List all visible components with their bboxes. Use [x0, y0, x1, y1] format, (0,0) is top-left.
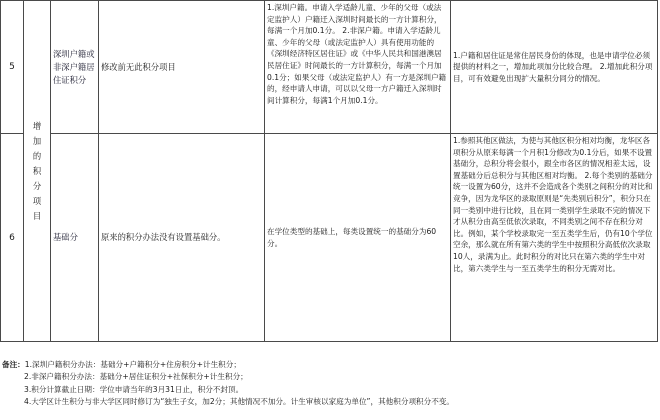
new-rule: 在学位类型的基础上，每类设置统一的基础分为60分。 — [265, 134, 451, 342]
note-line — [2, 396, 657, 408]
new-rule: 1.深圳户籍。申请入学适龄儿童、少年的父母（或法定监护人）户籍迁入深圳时间最长的一方计算积分，每满一个月加0.1分。 2.非深户籍。申请入学适龄儿童、少年的父母（或法定监护人）具有使用功能的《深圳经济特区居住证》或《中华人民共和国港澳居民居住证》时间最长的一方计算积分，每满一个月加0.1分；如果父母（或法定监护人）有一方是深圳户籍的，经申请人申请，可以以父母一方户籍迁入深圳时间计算积分，每满1个月加0.1分。 — [265, 1, 451, 134]
notes-section — [2, 359, 657, 409]
revision-reason: 1.户籍和居住证是常住居民身份的体现，也是申请学位必须提供的材料之一，增加此项加分比较合理。 2.增加此积分项目，可有效避免出现扩大量积分同分的情况。 — [451, 1, 658, 134]
table-row — [1, 134, 658, 342]
note-text: 4.大学区计生积分与非大学区同时修订为“独生子女，加2分；其他情况不加分。计生审核以家庭为单位”，其他积分项积分不变。 — [24, 397, 455, 407]
note-text: 2.非深户籍积分办法：基础分+居住证积分+社保积分+计生积分； — [24, 372, 248, 382]
row-number: 6 — [1, 134, 24, 342]
item-name: 基础分 — [51, 134, 99, 342]
note-text: 1.深圳户籍积分办法：基础分+户籍积分+住房积分+计生积分； — [24, 360, 241, 369]
note-line — [2, 359, 657, 371]
note-line — [2, 384, 657, 396]
item-name: 深圳户籍或非深户籍居住证积分 — [51, 1, 99, 134]
category-label: 增加的积分项目 — [32, 120, 42, 221]
table-row — [1, 1, 658, 134]
old-rule: 原来的积分办法没有设置基础分。 — [99, 134, 265, 342]
category-cell — [24, 1, 51, 342]
revision-reason: 1.参照其他区做法，为使与其他区积分相对均衡，龙华区各项积分从原来每满一个月积1分修改为0.1分后，如果不设置基础分，总积分将会很小，跟全市各区的情况相差太远，设置基础分后总积分与其他区相对均衡。 2.每个类别的基础分统一设置为60分，这并不会造成各个类别之间积分的对比和竞争，因为龙华区的录取原则是“先类别后积分”，积分只在同一类别中进行比较，且在同一类别学生录取不完的情况下才从积分由高至低依次录取，不同类别之间不存在积分对比。例如，某个学校录取完一至五类学生后，仍有10个学位空余，那么就在所有第六类的学生中按照积分高低依次录取10人，录满为止。此时积分的对比只在第六类的学生中对比，第六类学生与一至五类学生的积分无需对比。 — [451, 134, 658, 342]
note-line — [2, 371, 657, 383]
notes-label: 备注： — [2, 360, 25, 369]
row-number: 5 — [1, 1, 24, 134]
note-text: 3.积分计算截止日期：学位申请当年的3月31日止，积分不封顶。 — [24, 384, 244, 394]
old-rule: 修改前无此积分项目 — [99, 1, 265, 134]
